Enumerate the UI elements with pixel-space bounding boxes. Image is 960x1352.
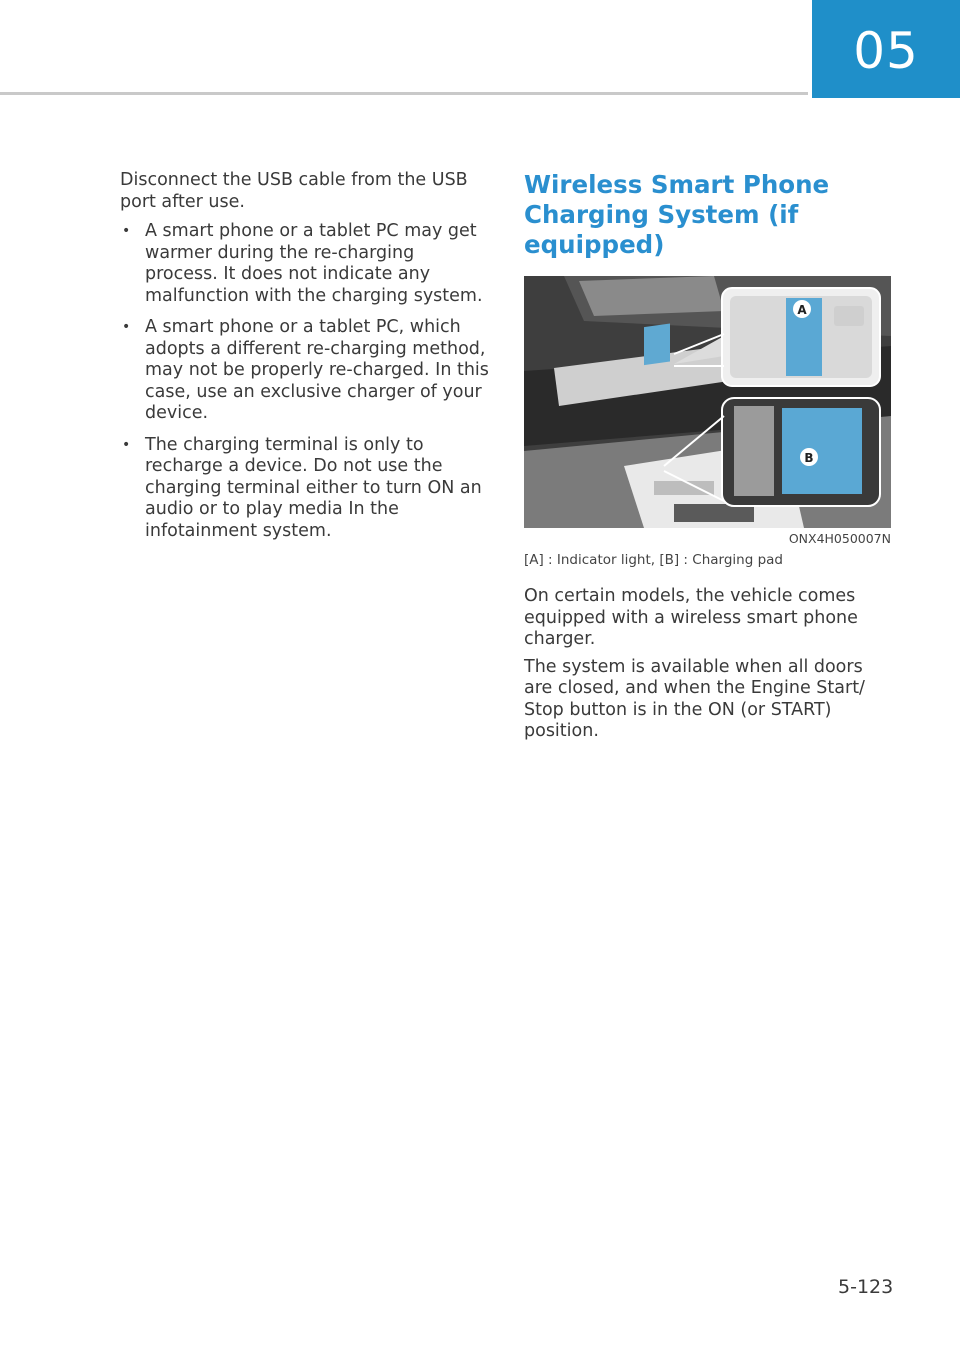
right-column [524,170,894,749]
wireless-charger-figure [524,276,891,528]
header-rule [0,92,808,95]
wireless-description-paragraph: On certain models, the vehicle comes equipped with a wireless smart phone charger. [524,586,858,649]
page-number: 5-123 [838,1276,894,1298]
section-title: Wireless Smart Phone Charging System (if equipped) [524,170,830,259]
list-item [120,221,490,307]
figure-code: ONX4H050007N [788,531,891,546]
bullet-icon: • [122,436,131,453]
list-item-text: A smart phone or a tablet PC may get warmer during the re-charging process. It does not indicate any malfunction with the charging system. [145,221,483,306]
inset-charging-pad [722,398,880,506]
bullet-icon: • [122,319,131,335]
chapter-number-tab: 05 [812,0,960,98]
list-item-text: A smart phone or a tablet PC, which adopts a different re-charging method, may not be properly re-charged. In this case, use an exclusive charger of your device. [145,317,489,423]
left-column [120,170,490,552]
callout-a-label: A [797,303,807,317]
inset-indicator-light [722,288,880,386]
usb-intro-paragraph: Disconnect the USB cable from the USB port after use. [120,170,468,212]
console-illustration [524,276,891,528]
callout-b-label: B [804,451,814,465]
figure-caption: [A] : Indicator light, [B] : Charging pad [524,552,783,568]
wireless-availability-paragraph: The system is available when all doors are closed, and when the Engine Start/ Stop button is in the ON (or START) position. [524,656,865,741]
usb-caution-list [120,221,490,542]
indicator-light-highlight [644,323,670,365]
bullet-icon: • [122,223,131,239]
list-item-text: The charging terminal is only to recharge a device. Do not use the charging terminal either to turn ON an audio or to play media In the infotainment system. [145,434,482,541]
list-item [120,435,490,543]
list-item [120,317,490,425]
